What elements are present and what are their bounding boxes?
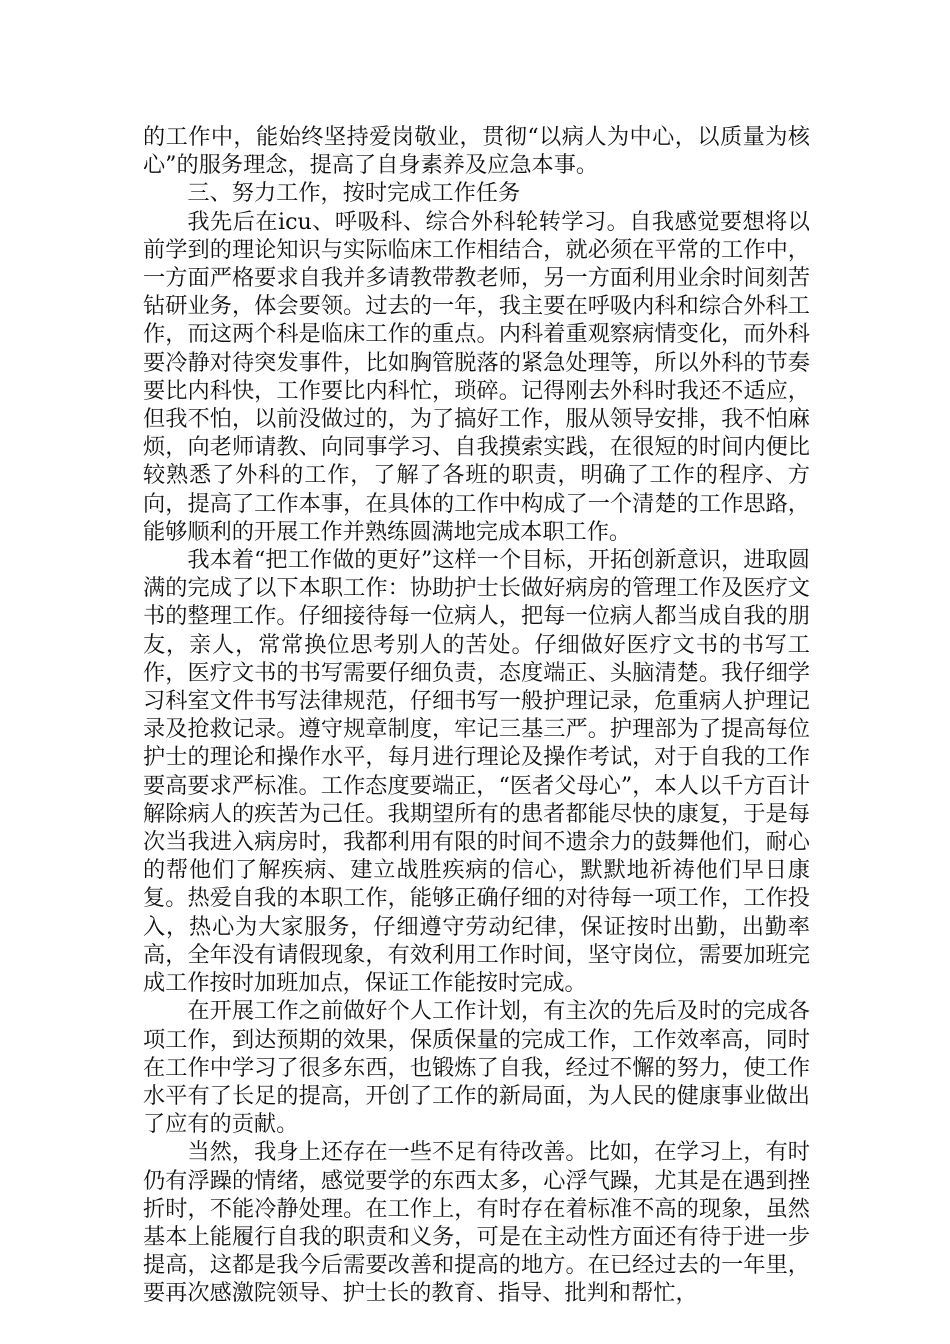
- document-body: [143, 123, 810, 1308]
- paragraph: 当然，我身上还存在一些不足有待改善。比如，在学习上，有时仍有浮躁的情绪，感觉要学的东西太多，心浮气躁，尤其是在遇到挫折时，不能冷静处理。在工作上，有时存在着标准不高的现象，虽然基本上能履行自我的职责和义务，可是在主动性方面还有待于进一步提高，这都是我今后需要改善和提高的地方。在已经过去的一年里，要再次感激院领导、护士长的教育、指导、批判和帮忙，: [143, 1139, 810, 1307]
- paragraph-continuation: 的工作中，能始终坚持爱岗敬业，贯彻“以病人为中心，以质量为核心”的服务理念，提高了自身素养及应急本事。: [143, 124, 810, 179]
- paragraph: 在开展工作之前做好个人工作计划，有主次的先后及时的完成各项工作，到达预期的效果，保质保量的完成工作，工作效率高，同时在工作中学习了很多东西，也锻炼了自我，经过不懈的努力，使工作水平有了长足的提高，开创了工作的新局面，为人民的健康事业做出了应有的贡献。: [143, 998, 810, 1138]
- paragraph: 我先后在icu、呼吸科、综合外科轮转学习。自我感觉要想将以前学到的理论知识与实际临床工作相结合，就必须在平常的工作中，一方面严格要求自我并多请教带教老师，另一方面利用业余时间刻苦钻研业务，体会要领。过去的一年，我主要在呼吸内科和综合外科工作，而这两个科是临床工作的重点。内科着重观察病情变化，而外科要冷静对待突发事件，比如胸管脱落的紧急处理等，所以外科的节奏要比内科快，工作要比内科忙，琐碎。记得刚去外科时我还不适应，但我不怕，以前没做过的，为了搞好工作，服从领导安排，我不怕麻烦，向老师请教、向同事学习、自我摸索实践，在很短的时间内便比较熟悉了外科的工作，了解了各班的职责，明确了工作的程序、方向，提高了工作本事，在具体的工作中构成了一个清楚的工作思路，能够顺利的开展工作并熟练圆满地完成本职工作。: [143, 208, 810, 545]
- paragraph: 我本着“把工作做的更好”这样一个目标，开拓创新意识，进取圆满的完成了以下本职工作：协助护士长做好病房的管理工作及医疗文书的整理工作。仔细接待每一位病人，把每一位病人都当成自我的朋友，亲人，常常换位思考别人的苦处。仔细做好医疗文书的书写工作，医疗文书的书写需要仔细负责，态度端正、头脑清楚。我仔细学习科室文件书写法律规范，仔细书写一般护理记录，危重病人护理记录及抢救记录。遵守规章制度，牢记三基三严。护理部为了提高每位护士的理论和操作水平，每月进行理论及操作考试，对于自我的工作要高要求严标准。工作态度要端正，“医者父母心”，本人以千方百计解除病人的疾苦为己任。我期望所有的患者都能尽快的康复，于是每次当我进入病房时，我都利用有限的时间不遗余力的鼓舞他们，耐心的帮他们了解疾病、建立战胜疾病的信心，默默地祈祷他们早日康复。热爱自我的本职工作，能够正确仔细的对待每一项工作，工作投入，热心为大家服务，仔细遵守劳动纪律，保证按时出勤，出勤率高，全年没有请假现象，有效利用工作时间，坚守岗位，需要加班完成工作按时加班加点，保证工作能按时完成。: [143, 547, 810, 997]
- section-heading: 三、努力工作，按时完成工作任务: [187, 180, 521, 207]
